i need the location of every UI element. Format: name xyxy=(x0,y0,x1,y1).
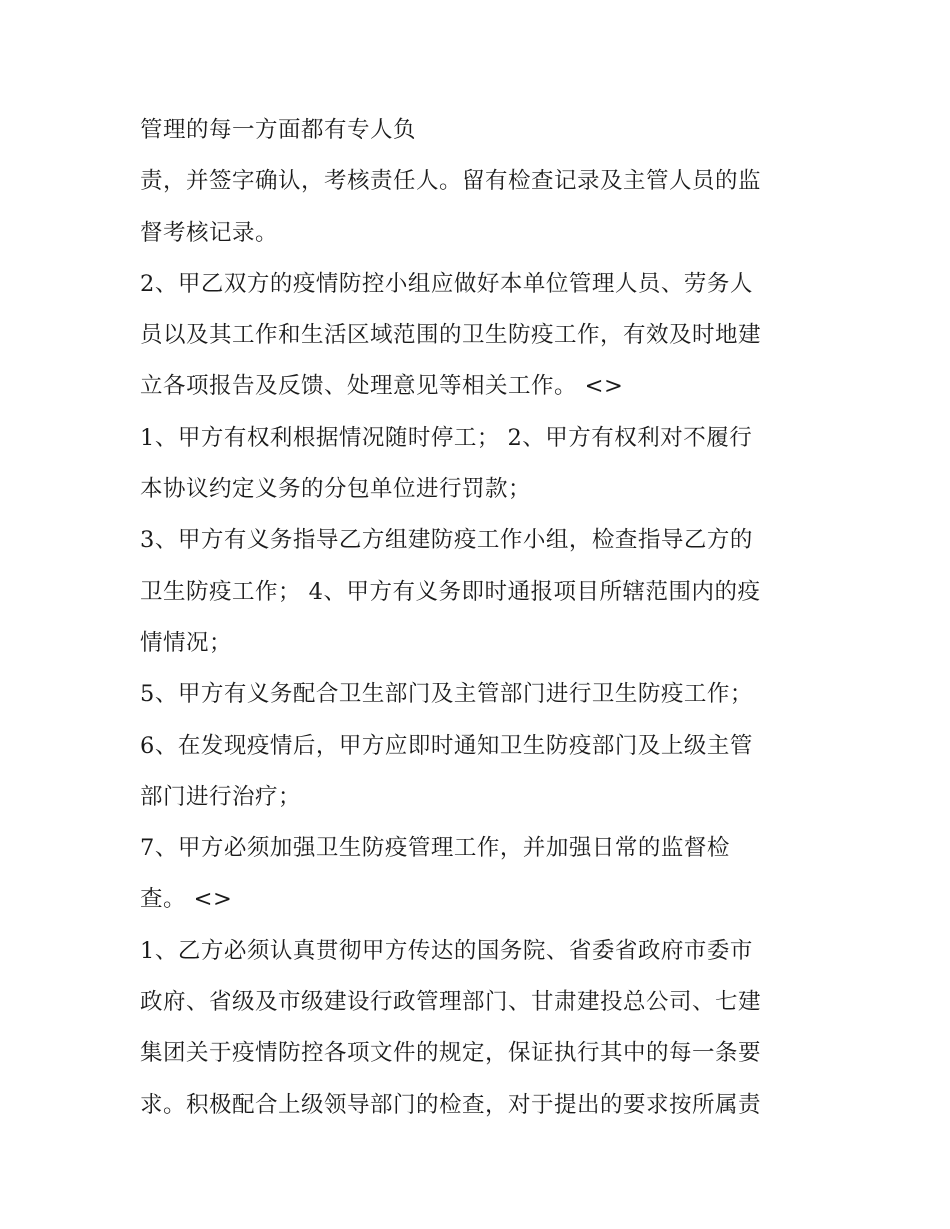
text-line: 立各项报告及反馈、处理意见等相关工作。 <> xyxy=(140,373,624,400)
text-line: 6、在发现疫情后，甲方应即时通知卫生防疫部门及上级主管 xyxy=(140,732,753,759)
text-line: 3、甲方有义务指导乙方组建防疫工作小组，检查指导乙方的 xyxy=(140,527,753,554)
text-line: 卫生防疫工作； 4、甲方有义务即时通报项目所辖范围内的疫 xyxy=(140,578,761,605)
text-line: 1、甲方有权利根据情况随时停工； 2、甲方有权利对不履行 xyxy=(140,424,753,451)
text-line: 集团关于疫情防控各项文件的规定，保证执行其中的每一条要 xyxy=(140,1040,762,1067)
text-line: 政府、省级及市级建设行政管理部门、甘肃建投总公司、七建 xyxy=(140,989,762,1016)
text-line: 督考核记录。 xyxy=(140,219,279,246)
text-line: 员以及其工作和生活区域范围的卫生防疫工作，有效及时地建 xyxy=(140,322,762,349)
text-line: 7、甲方必须加强卫生防疫管理工作，并加强日常的监督检 xyxy=(140,835,730,862)
text-line: 情情况； xyxy=(140,629,233,656)
text-line: 本协议约定义务的分包单位进行罚款； xyxy=(140,476,532,503)
text-line: 5、甲方有义务配合卫生部门及主管部门进行卫生防疫工作； xyxy=(140,681,753,708)
text-line: 2、甲乙双方的疫情防控小组应做好本单位管理人员、劳务人 xyxy=(140,270,753,297)
text-line: 求。积极配合上级领导部门的检查，对于提出的要求按所属责 xyxy=(140,1091,762,1118)
text-line: 管理的每一方面都有专人负 xyxy=(140,117,417,143)
text-line: 查。 <> xyxy=(140,886,233,913)
text-line: 1、乙方必须认真贯彻甲方传达的国务院、省委省政府市委市 xyxy=(140,937,753,964)
text-line: 部门进行治疗； xyxy=(140,783,302,810)
text-line: 责，并签字确认，考核责任人。留有检查记录及主管人员的监 xyxy=(140,168,762,195)
document-body xyxy=(140,108,830,1134)
